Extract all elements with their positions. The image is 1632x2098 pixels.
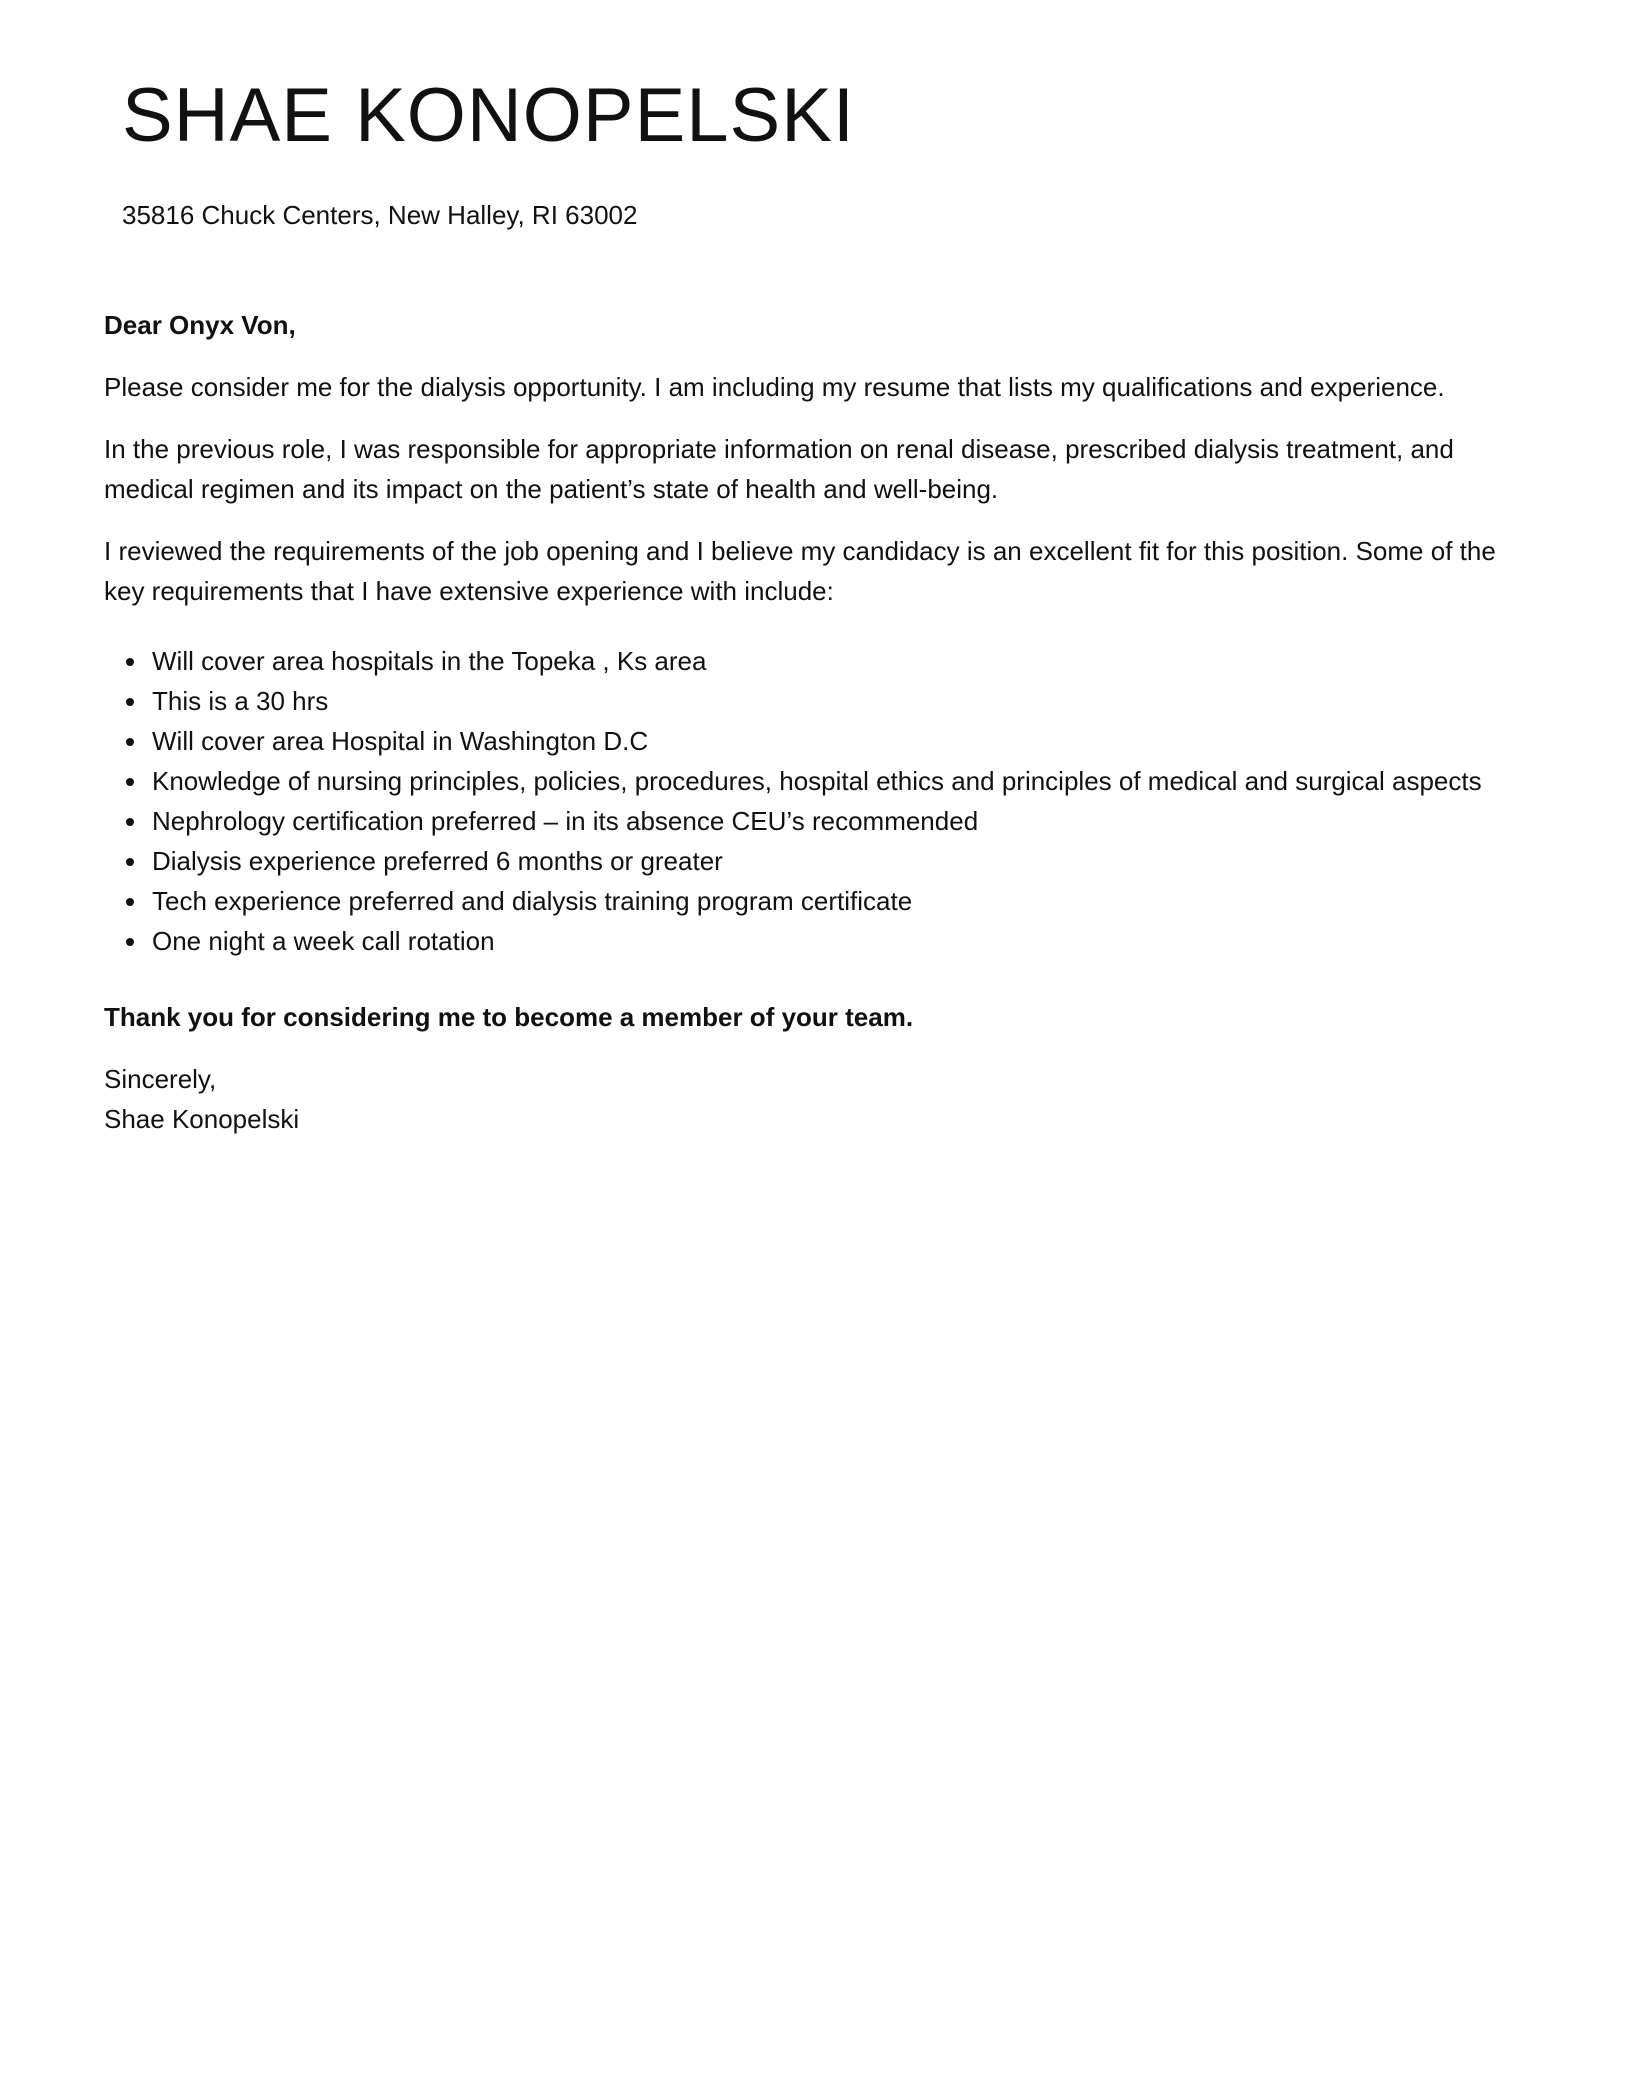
list-item: Will cover area Hospital in Washington D.C [152, 721, 1534, 761]
thank-you-line: Thank you for considering me to become a member of your team. [104, 1002, 914, 1032]
paragraph-requirements-intro: I reviewed the requirements of the job opening and I believe my candidacy is an excellent fit for this position. Some of the key requirements that I have extensive experience with include: [104, 536, 1496, 606]
applicant-name: SHAE KONOPELSKI [122, 73, 856, 158]
requirements-list [104, 641, 1534, 961]
list-item: One night a week call rotation [152, 921, 1534, 961]
paragraph-intro: Please consider me for the dialysis opportunity. I am including my resume that lists my qualifications and experience. [104, 372, 1445, 402]
list-item: Knowledge of nursing principles, policies, procedures, hospital ethics and principles of medical and surgical aspects [152, 761, 1534, 801]
salutation: Dear Onyx Von, [104, 310, 296, 340]
letter-header [122, 70, 1522, 232]
closing: Sincerely, [104, 1064, 217, 1094]
paragraph-previous-role: In the previous role, I was responsible for appropriate information on renal disease, prescribed dialysis treatment, and medical regimen and its impact on the patient’s state of health and well-being. [104, 434, 1454, 504]
applicant-address: 35816 Chuck Centers, New Halley, RI 63002 [122, 200, 638, 230]
list-item: Tech experience preferred and dialysis training program certificate [152, 881, 1534, 921]
list-item: This is a 30 hrs [152, 681, 1534, 721]
letter-body [104, 305, 1534, 1139]
signature-name: Shae Konopelski [104, 1104, 300, 1134]
list-item: Will cover area hospitals in the Topeka , Ks area [152, 641, 1534, 681]
list-item: Nephrology certification preferred – in its absence CEU’s recommended [152, 801, 1534, 841]
list-item: Dialysis experience preferred 6 months or greater [152, 841, 1534, 881]
